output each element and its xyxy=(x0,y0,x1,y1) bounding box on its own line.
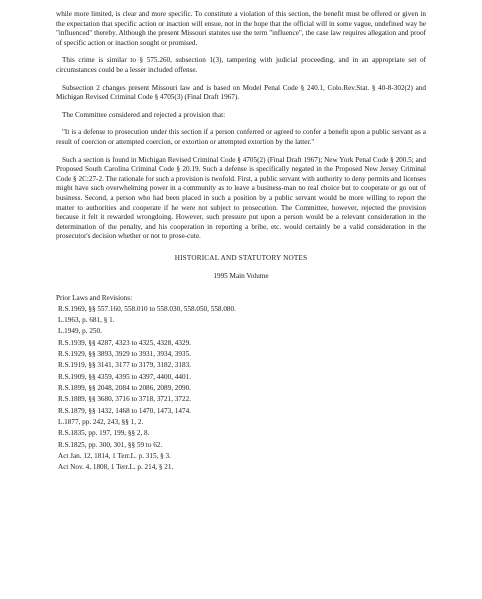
list-item: Act Jan. 12, 1814, 1 Terr.L. p. 315, § 3. xyxy=(58,452,171,461)
list-item: R.S.1889, §§ 3680, 3716 to 3718, 3721, 3722. xyxy=(58,395,191,404)
paragraph-similar-crime: This crime is similar to § 575.260, subsection 1(3), tampering with judicial proceeding, and in an appropriate set of circumstances could be a lesser included offense. xyxy=(56,56,426,74)
paragraph-continuation: while more limited, is clear and more specific. To constitute a violation of this section, the benefit must be offered or given in the expectation that specific action or inaction will ensue, not in the hope that the official will in some vague, undefined way be "influenced" thereby. Although the present Missouri statutes use the term "influence", the case law requires allegation and proof of specific action or inaction sought or promised. xyxy=(56,10,426,47)
list-item: L.1963, p. 681, § 1. xyxy=(58,316,115,324)
list-item: Act Nov. 4, 1808, 1 Terr.L. p. 214, § 21. xyxy=(58,463,174,472)
list-item: R.S.1969, §§ 557.160, 558.010 to 558.030, 558.050, 558.080. xyxy=(58,304,236,313)
list-item: R.S.1919, §§ 3141, 3177 to 3179, 3182, 3183. xyxy=(58,361,191,370)
prior-laws-title: Prior Laws and Revisions: xyxy=(56,294,133,303)
list-item: R.S.1899, §§ 2048, 2084 to 2086, 2089, 2090. xyxy=(58,384,191,393)
paragraph-subsection-2: Subsection 2 changes present Missouri law and is based on Model Penal Code § 240.1, Colo.Rev.Stat. § 40-8-302(2) and Michigan Revised Criminal Code § 4705(3) (Final Draft 1967). xyxy=(56,83,426,102)
paragraph-committee-rejected: The Committee considered and rejected a provision that: xyxy=(62,110,226,119)
list-item: R.S.1879, §§ 1432, 1468 to 1470, 1473, 1474. xyxy=(58,406,191,415)
list-item: R.S.1939, §§ 4287, 4323 to 4325, 4328, 4329. xyxy=(58,338,191,347)
section-subheading: 1995 Main Volume xyxy=(213,272,269,281)
list-item: R.S.1909, §§ 4359, 4395 to 4397, 4400, 4401. xyxy=(58,372,191,381)
section-heading: HISTORICAL AND STATUTORY NOTES xyxy=(174,253,308,262)
quoted-provision: "It is a defense to prosecution under this section if a person conferred or agreed to confer a benefit upon a public servant as a result of coercion or attempted coercion, or extortion or attempted extortion by the latter." xyxy=(56,128,426,146)
list-item: L.1877, pp. 242, 243, §§ 1, 2. xyxy=(58,418,144,427)
paragraph-rationale: Such a section is found in Michigan Revised Criminal Code § 4705(2) (Final Draft 1967); New York Penal Code § 200.5; and Proposed South Carolina Criminal Code § 20.19. Such a defense is specifically negated in the Proposed New Jersey Criminal Code § 2C:27-2. The rationale for such a provision is twofold. First, a public servant with authority to deny permits and licenses might have such overwhelming power in a community as to leave a business-man no real choice but to cooperate or go out of business. Second, a person who had been placed in such a position by a public servant would be more willing to report the matter to authorities and cooperate if he were not subject to prosecution. The Committee, however, rejected the provision because it felt it rewarded wrongdoing. However, such pressure put upon a person would be a relevant consideration in the determination of the penalty, and his cooperation in reporting a bribe, etc. would certainly be a valid consideration in the prosecutor's decision whether or not to prose-cute. xyxy=(56,155,426,241)
list-item: R.S.1929, §§ 3893, 3929 to 3931, 3934, 3935. xyxy=(58,350,191,359)
prior-laws-list xyxy=(56,304,426,474)
list-item: L.1949, p. 250. xyxy=(58,327,102,336)
list-item: R.S.1825, pp. 300, 301, §§ 59 to 62. xyxy=(58,440,163,449)
list-item: R.S.1835, pp. 197, 199, §§ 2, 8. xyxy=(58,429,150,438)
